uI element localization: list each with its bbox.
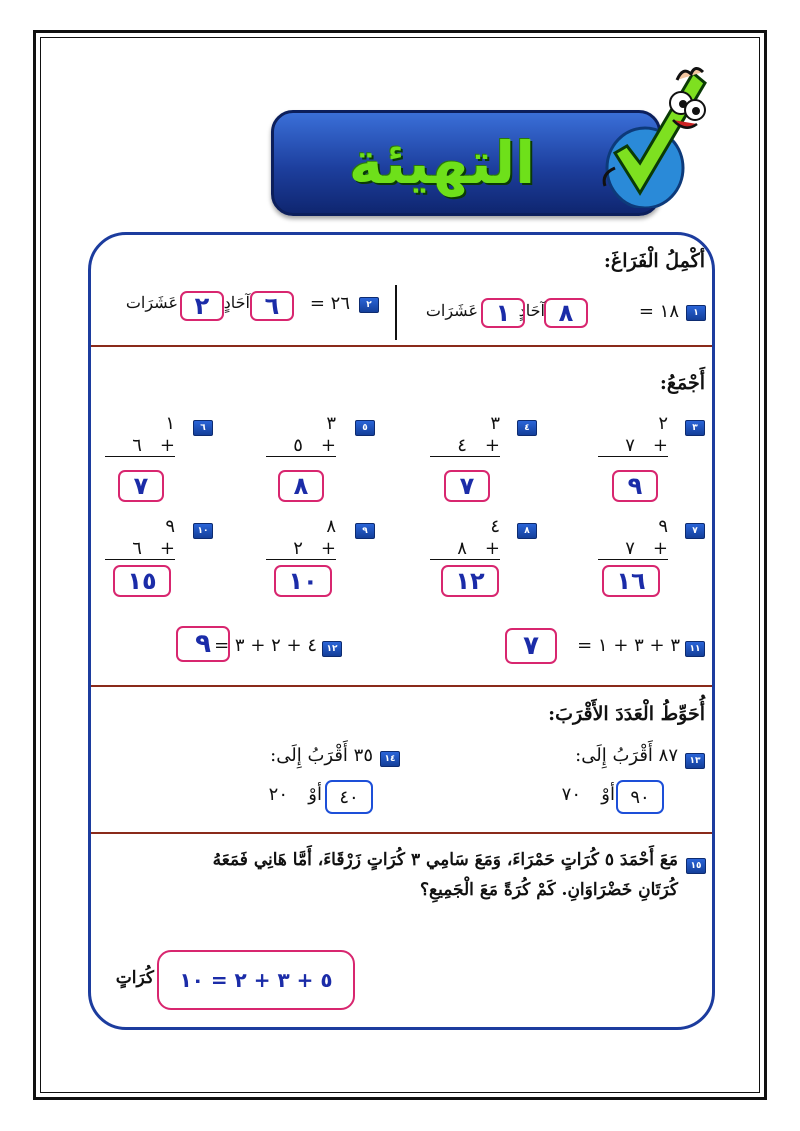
plus-sign: + <box>320 435 336 456</box>
item-badge: ٩ <box>355 523 375 539</box>
plus-sign: + <box>159 538 175 559</box>
item2-tens-answer: ٢ <box>180 291 224 321</box>
sum-answer: ٩ <box>612 470 658 502</box>
item-badge: ٨ <box>517 523 537 539</box>
addition-problem <box>266 516 336 560</box>
addend-bottom <box>598 435 668 457</box>
item1-tens-answer: ١ <box>481 298 525 328</box>
plus-sign: + <box>652 538 668 559</box>
addend-bottom <box>105 538 175 560</box>
item1-lhs: ١٨ = <box>638 301 679 322</box>
section-divider <box>91 685 712 687</box>
addend-top: ٨ <box>326 516 336 537</box>
word-problem-line1: مَعَ أَحْمَدَ ٥ كُرَاتٍ حَمْرَاءَ، وَمَعَ سَامِي ٣ كُرَاتٍ زَرْقَاءَ، أَمَّا هَانِي فَمَعَهُ <box>212 850 678 870</box>
section3-heading: أُحَوِّطُ الْعَدَدَ الأَقْرَبَ: <box>548 703 705 725</box>
item-badge: ١١ <box>685 641 705 657</box>
round-question: ٨٧ أَقْرَبُ إِلَى: <box>575 745 678 766</box>
addend-top: ٣ <box>490 413 500 434</box>
or-word: أوْ <box>601 784 615 805</box>
horizontal-answer: ٧ <box>505 628 557 664</box>
addend-bottom-value: ٦ <box>132 538 142 559</box>
sum-answer: ١٥ <box>113 565 171 597</box>
addend-top: ٢ <box>658 413 668 434</box>
addition-problem <box>430 413 500 457</box>
addend-top: ١ <box>165 413 175 434</box>
horizontal-expression: ٤ + ٢ + ٣ = <box>214 635 317 656</box>
addition-problem <box>266 413 336 457</box>
item1-ones-answer: ٨ <box>544 298 588 328</box>
item1-ones-label: آحَادٍ <box>518 301 545 320</box>
page-title: التهيئة <box>348 129 536 197</box>
addend-bottom <box>266 435 336 457</box>
addend-bottom-value: ٦ <box>132 435 142 456</box>
addend-bottom-value: ٥ <box>293 435 303 456</box>
word-problem-answer: ٥ + ٣ + ٢ = ١٠ <box>157 950 355 1010</box>
item-badge: ٣ <box>685 420 705 436</box>
other-option: ٢٠ <box>268 784 288 805</box>
answer-unit: كُرَاتٍ <box>115 968 154 988</box>
item-badge: ٧ <box>685 523 705 539</box>
horizontal-expression: ٣ + ٣ + ١ = <box>577 635 680 656</box>
section1-heading: أكْمِلُ الْفَرَاغَ: <box>603 250 705 272</box>
item-badge: ١٥ <box>686 858 706 874</box>
item-badge: ٦ <box>193 420 213 436</box>
addend-top: ٣ <box>326 413 336 434</box>
or-word: أوْ <box>308 784 322 805</box>
horizontal-answer: ٩ <box>176 626 230 662</box>
addend-bottom <box>430 538 500 560</box>
addend-bottom <box>598 538 668 560</box>
section2-heading: أَجْمَعُ: <box>659 372 705 394</box>
item-badge: ١٣ <box>685 753 705 769</box>
item2-ones-answer: ٦ <box>250 291 294 321</box>
addition-problem <box>105 516 175 560</box>
plus-sign: + <box>484 538 500 559</box>
circled-answer: ٤٠ <box>325 780 373 814</box>
item-badge: ١٢ <box>322 641 342 657</box>
addition-problem <box>598 516 668 560</box>
item2-lhs: ٢٦ = <box>309 293 350 314</box>
checkmark-mascot-icon <box>585 58 725 208</box>
addend-bottom <box>430 435 500 457</box>
addend-bottom-value: ٨ <box>457 538 467 559</box>
plus-sign: + <box>652 435 668 456</box>
addend-bottom <box>266 538 336 560</box>
sum-answer: ٨ <box>278 470 324 502</box>
sum-answer: ١٦ <box>602 565 660 597</box>
addend-bottom-value: ٧ <box>625 435 635 456</box>
addition-problem <box>430 516 500 560</box>
sum-answer: ٧ <box>118 470 164 502</box>
addend-bottom-value: ٧ <box>625 538 635 559</box>
round-question: ٣٥ أَقْرَبُ إِلَى: <box>270 745 373 766</box>
item2-ones-label: آحَادٍ <box>223 293 250 312</box>
plus-sign: + <box>484 435 500 456</box>
other-option: ٧٠ <box>561 784 581 805</box>
item-badge: ١ <box>686 305 706 321</box>
item-badge: ٤ <box>517 420 537 436</box>
word-problem-line2: كُرَتَانِ خَضْرَاوَانِ. كَمْ كُرَةً مَعَ الْجَمِيعِ؟ <box>420 880 678 900</box>
addition-problem <box>105 413 175 457</box>
plus-sign: + <box>320 538 336 559</box>
addend-top: ٩ <box>658 516 668 537</box>
item-badge: ٢ <box>359 297 379 313</box>
sum-answer: ١٢ <box>441 565 499 597</box>
item-badge: ٥ <box>355 420 375 436</box>
addend-bottom-value: ٢ <box>293 538 303 559</box>
item1-tens-label: عَشَرَات <box>425 301 478 320</box>
item-badge: ١٤ <box>380 751 400 767</box>
column-divider <box>395 285 397 340</box>
item2-tens-label: عَشَرَات <box>125 293 178 312</box>
section-divider <box>91 832 712 834</box>
plus-sign: + <box>159 435 175 456</box>
item-badge: ١٠ <box>193 523 213 539</box>
sum-answer: ٧ <box>444 470 490 502</box>
sum-answer: ١٠ <box>274 565 332 597</box>
addend-bottom <box>105 435 175 457</box>
section-divider <box>91 345 712 347</box>
addend-bottom-value: ٤ <box>457 435 467 456</box>
addend-top: ٤ <box>490 516 500 537</box>
circled-answer: ٩٠ <box>616 780 664 814</box>
addition-problem <box>598 413 668 457</box>
addend-top: ٩ <box>165 516 175 537</box>
